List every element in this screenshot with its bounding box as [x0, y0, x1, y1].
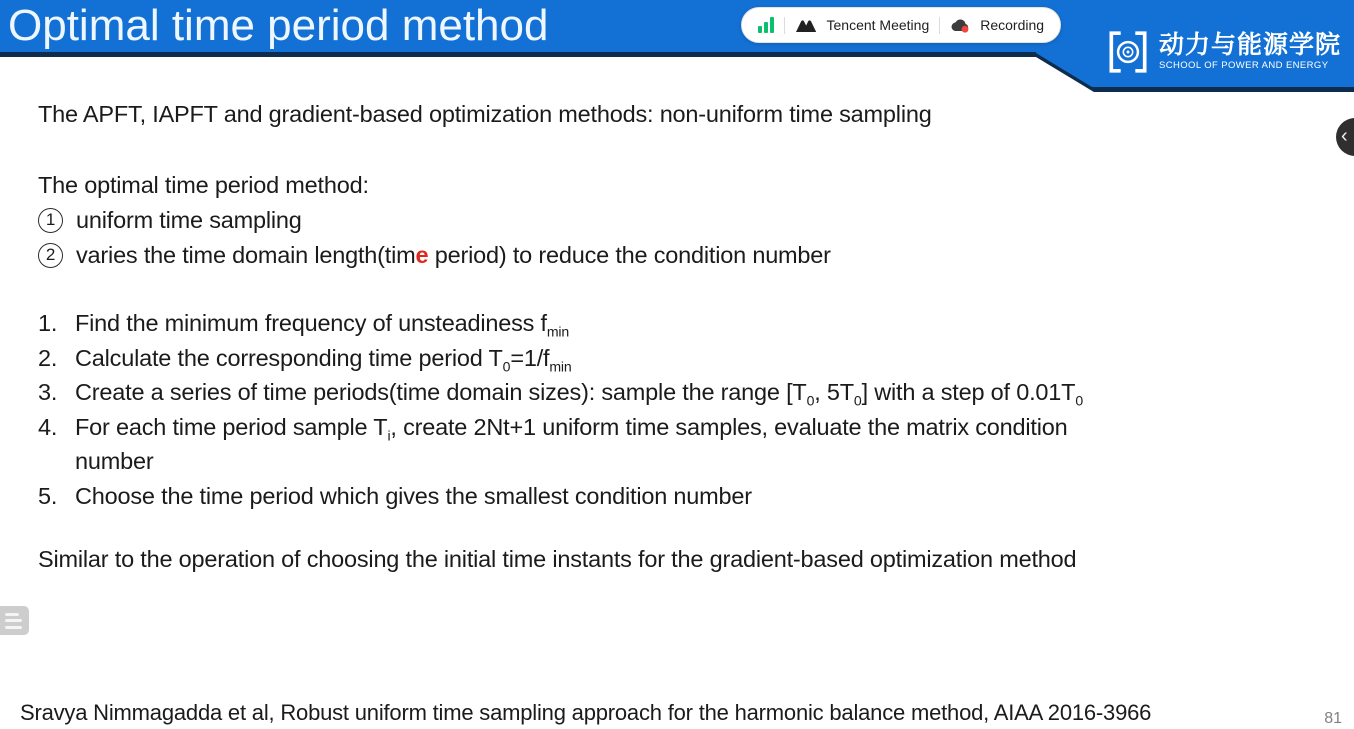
step-number: 1.: [38, 310, 58, 336]
recording-label: Recording: [980, 17, 1045, 33]
pill-divider: [784, 17, 785, 34]
step-number: 4.: [38, 413, 58, 440]
step-item: [38, 306, 1083, 341]
step-text: Find the minimum frequency of unsteadiness $f_{min}$: [75, 310, 570, 340]
app-name-label: Tencent Meeting: [826, 17, 930, 33]
school-name-cn: 动力与能源学院: [1159, 31, 1342, 60]
school-name-en: SCHOOL OF POWER AND ENERGY: [1159, 60, 1329, 72]
network-signal-icon: [758, 17, 774, 33]
circled-marker: 1: [38, 208, 63, 233]
step-number: 3.: [38, 379, 58, 405]
step-item: [38, 341, 1083, 376]
step-number: 2.: [38, 344, 58, 371]
method-section: [38, 168, 831, 273]
school-logo: [1104, 28, 1341, 76]
intro-text: The APFT, IAPFT and gradient-based optimization methods: non-uniform time sampling: [38, 101, 932, 127]
school-emblem-icon: [1104, 28, 1152, 76]
step-text: Calculate the corresponding time period $T_0=1/f_{min}$: [75, 344, 572, 375]
page-number: 81: [1324, 710, 1342, 727]
step-item: [38, 375, 1083, 410]
citation-text: Sravya Nimmagadda et al, Robust uniform time sampling approach for the harmonic balance method, AIAA 2016-3966: [20, 700, 1152, 725]
step-text: Choose the time period which gives the smallest condition number: [75, 482, 752, 509]
circled-item-text: uniform time sampling: [76, 206, 302, 233]
step-list: [38, 306, 1083, 513]
pill-divider: [939, 17, 940, 34]
school-names: [1159, 33, 1341, 71]
slide-panel-button[interactable]: [0, 606, 29, 635]
circled-marker: 2: [38, 243, 63, 268]
step-text: Create a series of time periods(time domain sizes): sample the range [$T_0$, $5T_0$] with a step of $0.01T_0$: [75, 379, 1083, 409]
tencent-meeting-logo-icon: [795, 18, 817, 33]
chevron-left-icon: ‹: [1341, 125, 1348, 147]
meeting-status-pill[interactable]: [741, 7, 1061, 43]
note-text: Similar to the operation of choosing the initial time instants for the gradient-based optimization method: [38, 546, 1077, 572]
step-item: [38, 410, 1083, 479]
step-item: [38, 479, 1083, 514]
step-number: 5.: [38, 482, 58, 509]
circled-item: [38, 238, 831, 273]
circled-item: [38, 203, 831, 238]
step-text: For each time period sample $T_i$, create 2Nt+1 uniform time samples, evaluate the matrix condition number: [75, 413, 1068, 474]
slide-title: Optimal time period method: [8, 1, 549, 50]
collapse-sidebar-button[interactable]: [1336, 118, 1354, 156]
cloud-recording-icon: [950, 17, 970, 33]
circled-item-text: varies the time domain length(time period) to reduce the condition number: [76, 241, 831, 268]
banner-accent-strip: [0, 52, 1046, 57]
hamburger-icon: [5, 613, 19, 616]
method-heading: The optimal time period method:: [38, 172, 369, 198]
